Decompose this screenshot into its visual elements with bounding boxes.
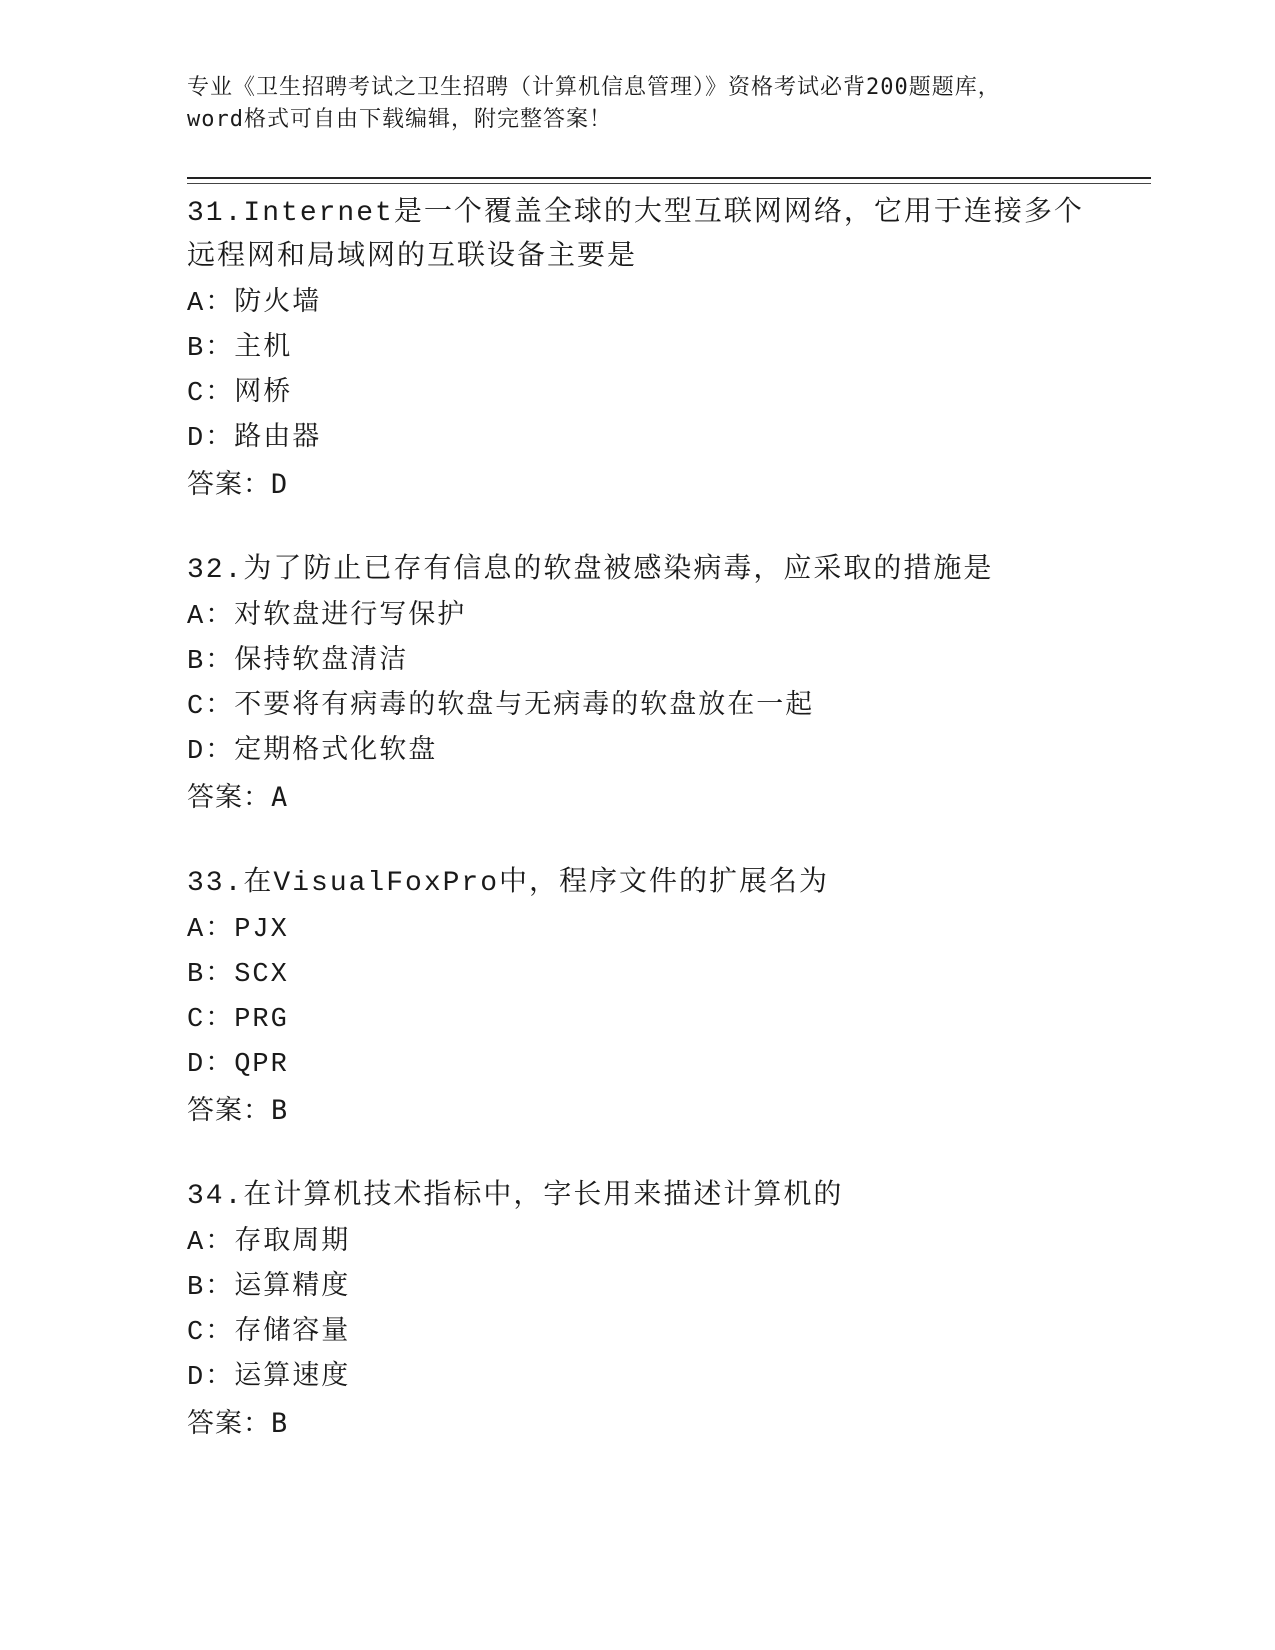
option-d: D：运算速度	[187, 1363, 351, 1393]
question-34	[187, 1175, 1087, 1446]
question-text: 31.Internet是一个覆盖全球的大型互联网网络，它用于连接多个远程网和局域网的互联设备主要是	[187, 198, 1084, 273]
question-32	[187, 549, 1087, 820]
option-b: B：主机	[187, 334, 293, 364]
option-a: A：PJX	[187, 915, 289, 945]
header-line-2: word格式可自由下载编辑，附完整答案！	[187, 107, 612, 132]
option-d: D：QPR	[187, 1050, 289, 1080]
answer-line: 答案：D	[187, 469, 289, 500]
answer-line: 答案：B	[187, 1408, 289, 1439]
answer-line: 答案：B	[187, 1095, 289, 1126]
option-b: B：保持软盘清洁	[187, 647, 409, 677]
header-line-1: 专业《卫生招聘考试之卫生招聘（计算机信息管理）》资格考试必背200题题库，	[187, 75, 1001, 100]
question-33	[187, 862, 1087, 1133]
option-a: A：防火墙	[187, 289, 322, 319]
option-b: B：运算精度	[187, 1273, 351, 1303]
header-divider-thin	[187, 183, 1151, 184]
question-text: 33.在VisualFoxPro中，程序文件的扩展名为	[187, 868, 830, 899]
option-c: C：网桥	[187, 379, 293, 409]
option-c: C：PRG	[187, 1005, 289, 1035]
option-a: A：存取周期	[187, 1228, 351, 1258]
answer-line: 答案：A	[187, 782, 289, 813]
option-c: C：存储容量	[187, 1318, 351, 1348]
question-text: 34.在计算机技术指标中，字长用来描述计算机的	[187, 1181, 844, 1212]
option-d: D：定期格式化软盘	[187, 737, 438, 767]
option-b: B：SCX	[187, 960, 289, 990]
question-list	[187, 192, 1087, 1488]
question-31	[187, 192, 1087, 507]
header-divider-thick	[187, 177, 1151, 179]
option-a: A：对软盘进行写保护	[187, 602, 467, 632]
document-header	[187, 72, 1067, 136]
option-d: D：路由器	[187, 424, 322, 454]
question-text: 32.为了防止已存有信息的软盘被感染病毒，应采取的措施是	[187, 555, 994, 586]
option-c: C：不要将有病毒的软盘与无病毒的软盘放在一起	[187, 692, 815, 722]
